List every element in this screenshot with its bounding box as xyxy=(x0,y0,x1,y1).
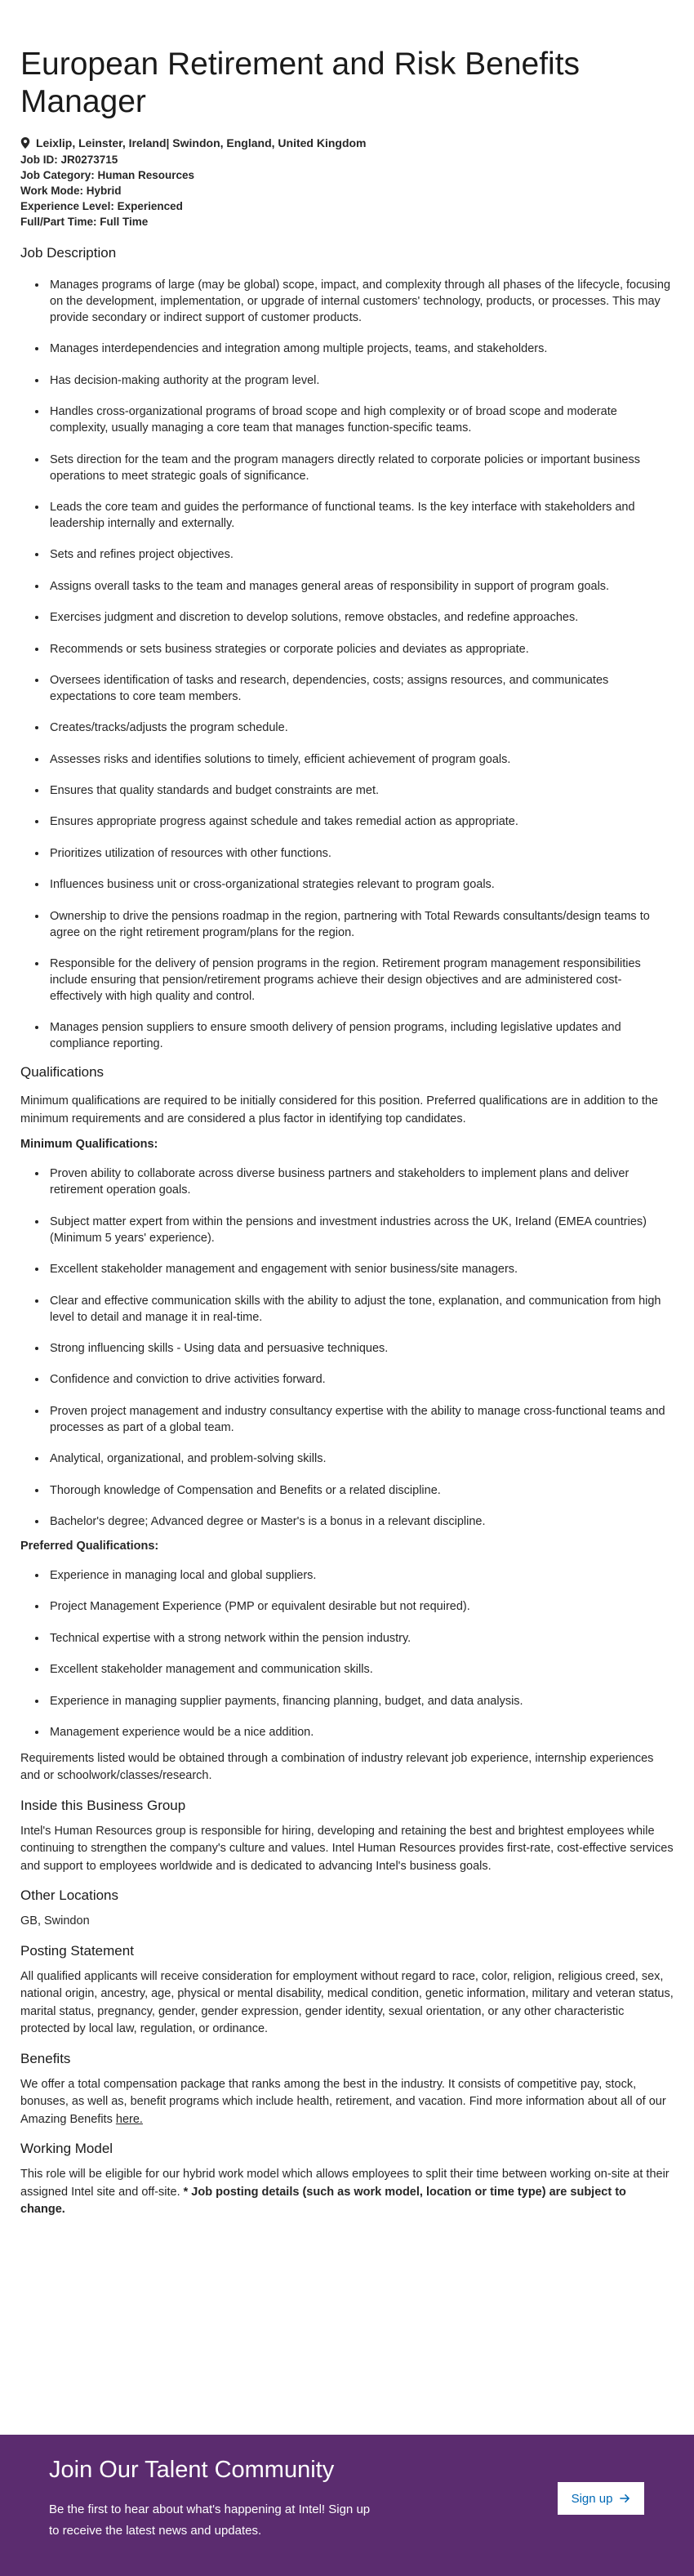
sign-up-label: Sign up xyxy=(571,2491,613,2506)
list-item: • Has decision-making authority at the program level. xyxy=(47,372,674,389)
list-item: • Oversees identification of tasks and research, dependencies, costs; assigns resources, and communicates expectations to core team members. xyxy=(47,672,674,705)
job-category-value: Human Resources xyxy=(97,169,195,181)
arrow-right-icon xyxy=(620,2494,630,2503)
list-item: • Influences business unit or cross-organizational strategies relevant to program goals. xyxy=(47,876,674,893)
list-item: • Sets direction for the team and the program managers directly related to corporate policies or important business operations to meet strategic goals of significance. xyxy=(47,452,674,484)
work-mode-label: Work Mode: xyxy=(20,185,87,197)
time-type-value: Full Time xyxy=(100,216,149,228)
work-mode xyxy=(20,183,674,198)
job-posting xyxy=(0,46,694,2219)
list-item: • Experience in managing supplier payments, financing planning, budget, and data analysis. xyxy=(47,1693,674,1709)
list-item: • Assesses risks and identifies solutions to timely, efficient achievement of program goals. xyxy=(47,751,674,768)
list-item: • Ensures appropriate progress against schedule and takes remedial action as appropriate. xyxy=(47,813,674,830)
requirements-note: Requirements listed would be obtained through a combination of industry relevant job experience, internship experiences and or schoolwork/classes/research. xyxy=(20,1751,654,1783)
list-item: • Creates/tracks/adjusts the program schedule. xyxy=(47,720,674,736)
preferred-qualifications-list xyxy=(20,1567,674,1740)
list-item: • Proven ability to collaborate across diverse business partners and stakeholders to implement plans and deliver retirement operation goals. xyxy=(47,1165,674,1198)
list-item: • Manages programs of large (may be global) scope, impact, and complexity through all phases of the lifecycle, focusing on the development, implementation, or upgrade of internal customers' technology, products, or processes. This may provide secondary or indirect support of customer products. xyxy=(47,277,674,326)
job-title: European Retirement and Risk Benefits Manager xyxy=(20,47,581,119)
posting-statement-text: All qualified applicants will receive consideration for employment without regard to race, color, religion, religious creed, sex, national origin, ancestry, age, physical or mental disability, medical condition, genetic information, military and veteran status, marital status, pregnancy, gender, gender expression, gender identity, sexual orientation, or any other characteristic protected by local law, regulation, or ordinance. xyxy=(20,1969,674,2036)
list-item: • Recommends or sets business strategies or corporate policies and deviates as appropriate. xyxy=(47,641,674,657)
working-model-text xyxy=(20,2166,674,2219)
job-category xyxy=(20,167,674,183)
other-locations-text: GB, Swindon xyxy=(20,1914,90,1928)
list-item: • Responsible for the delivery of pension programs in the region. Retirement program management responsibilities include ensuring that pension/retirement programs achieve their design objectives and are administered cost-effectively with high quality and control. xyxy=(47,956,674,1005)
list-item: • Ensures that quality standards and budget constraints are met. xyxy=(47,782,674,799)
list-item: • Handles cross-organizational programs of broad scope and high complexity or of broad scope and moderate complexity, usually managing a core team that manages function-specific teams. xyxy=(47,403,674,436)
list-item: • Ownership to drive the pensions roadmap in the region, partnering with Total Rewards consultants/design teams to agree on the right retirement program/plans for the region. xyxy=(47,908,674,941)
job-id-value: JR0273715 xyxy=(60,154,118,166)
list-item: • Assigns overall tasks to the team and manages general areas of responsibility in support of program goals. xyxy=(47,578,674,595)
list-item: • Manages interdependencies and integration among multiple projects, teams, and stakeholders. xyxy=(47,341,674,357)
benefits-link[interactable]: here. xyxy=(115,2112,143,2126)
qualifications-heading: Qualifications xyxy=(20,1064,105,1081)
business-group-text: Intel's Human Resources group is responsible for hiring, developing and retaining the best and brightest employees while continuing to strengthen the company's culture and values. Intel Human Resources provides first-rate, cost-effective services and support to employees worldwide and is dedicated to advancing Intel's business goals. xyxy=(20,1824,674,1873)
minimum-qualifications-heading: Minimum Qualifications: xyxy=(20,1138,158,1152)
list-item: • Bachelor's degree; Advanced degree or Master's is a bonus in a relevant discipline. xyxy=(47,1513,674,1530)
time-type xyxy=(20,214,674,230)
sign-up-button[interactable] xyxy=(558,2482,644,2515)
list-item: • Project Management Experience (PMP or equivalent desirable but not required). xyxy=(47,1598,674,1615)
qualifications-intro: Minimum qualifications are required to be initially considered for this position. Preferred qualifications are in addition to the minimum requirements and are considered a plus factor in identifying top candidates. xyxy=(20,1094,658,1125)
list-item: • Excellent stakeholder management and communication skills. xyxy=(47,1661,674,1678)
job-id-label: Job ID: xyxy=(20,154,61,166)
job-category-label: Job Category: xyxy=(20,169,98,181)
minimum-qualifications-list xyxy=(20,1165,674,1530)
job-location-text: Leixlip, Leinster, Ireland| Swindon, England, United Kingdom xyxy=(36,136,367,149)
work-mode-value: Hybrid xyxy=(86,185,122,197)
working-model-disclaimer: * Job posting details (such as work model, location or time type) are subject to change. xyxy=(20,2185,626,2217)
list-item: • Thorough knowledge of Compensation and Benefits or a related discipline. xyxy=(47,1482,674,1499)
experience-level-label: Experience Level: xyxy=(20,200,118,212)
list-item: • Clear and effective communication skills with the ability to adjust the tone, explanation, and communication from high level to detail and manage it in real-time. xyxy=(47,1293,674,1326)
list-item: • Confidence and conviction to drive activities forward. xyxy=(47,1371,674,1388)
benefits-text xyxy=(20,2076,674,2129)
job-id xyxy=(20,152,674,167)
posting-statement-heading: Posting Statement xyxy=(20,1942,134,1959)
working-model-heading: Working Model xyxy=(20,2141,113,2157)
list-item: • Management experience would be a nice addition. xyxy=(47,1724,674,1740)
job-description-heading: Job Description xyxy=(20,245,117,261)
experience-level xyxy=(20,198,674,214)
benefits-body: We offer a total compensation package that ranks among the best in the industry. It consists of competitive pay, stock, bonuses, as well as, benefit programs which include health, retirement, and vacation. Find more information about all of our Amazing Benefits xyxy=(20,2077,666,2126)
time-type-label: Full/Part Time: xyxy=(20,216,100,228)
list-item: • Analytical, organizational, and problem-solving skills. xyxy=(47,1451,674,1467)
list-item: • Exercises judgment and discretion to develop solutions, remove obstacles, and redefine approaches. xyxy=(47,609,674,626)
list-item: • Technical expertise with a strong network within the pension industry. xyxy=(47,1630,674,1647)
other-locations-heading: Other Locations xyxy=(20,1887,119,1904)
map-pin-icon xyxy=(20,137,30,149)
business-group-heading: Inside this Business Group xyxy=(20,1797,186,1813)
list-item: • Prioritizes utilization of resources with other functions. xyxy=(47,845,674,862)
list-item: • Experience in managing local and global suppliers. xyxy=(47,1567,674,1584)
list-item: • Leads the core team and guides the performance of functional teams. Is the key interface with stakeholders and leadership internally and externally. xyxy=(47,499,674,532)
list-item: • Proven project management and industry consultancy expertise with the ability to manage cross-functional teams and processes as part of a global team. xyxy=(47,1403,674,1436)
list-item: • Strong influencing skills - Using data and persuasive techniques. xyxy=(47,1340,674,1357)
job-description-list xyxy=(20,277,674,1052)
preferred-qualifications-heading: Preferred Qualifications: xyxy=(20,1539,159,1553)
talent-community-banner xyxy=(0,2435,694,2576)
experience-level-value: Experienced xyxy=(117,200,183,212)
talent-community-title: Join Our Talent Community xyxy=(49,2457,335,2483)
job-location xyxy=(20,136,674,150)
working-model-body: This role will be eligible for our hybrid work model which allows employees to split their time between working on-site at their assigned Intel site and off-site. xyxy=(20,2168,670,2199)
talent-community-subtitle: Be the first to hear about what's happening at Intel! Sign up to receive the latest news and updates. xyxy=(49,2502,371,2538)
list-item: • Excellent stakeholder management and engagement with senior business/site managers. xyxy=(47,1261,674,1277)
list-item: • Subject matter expert from within the pensions and investment industries across the UK, Ireland (EMEA countries) (Minimum 5 years' experience). xyxy=(47,1214,674,1246)
benefits-heading: Benefits xyxy=(20,2050,71,2066)
list-item: • Sets and refines project objectives. xyxy=(47,546,674,563)
list-item: • Manages pension suppliers to ensure smooth delivery of pension programs, including legislative updates and compliance reporting. xyxy=(47,1019,674,1052)
